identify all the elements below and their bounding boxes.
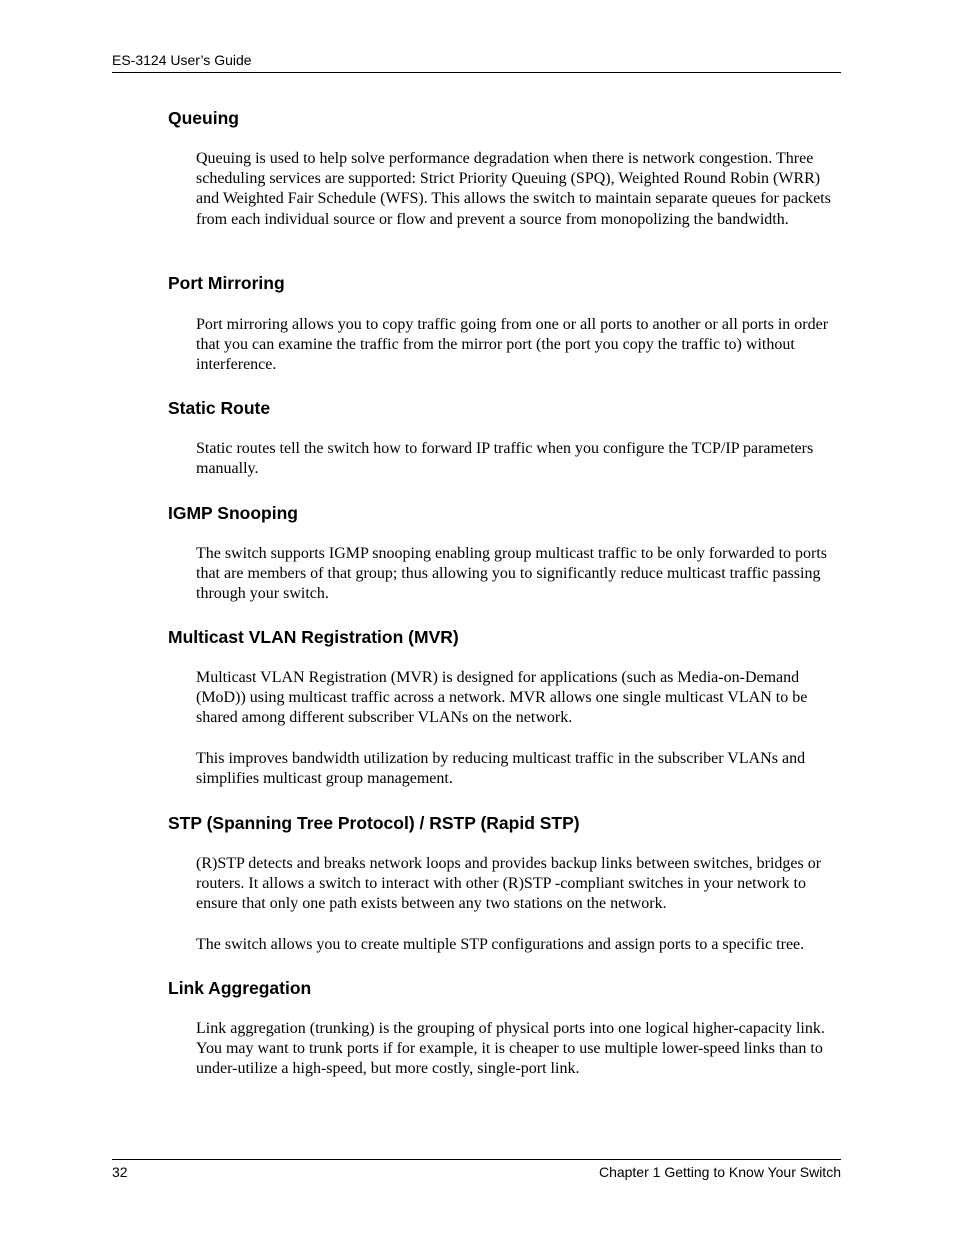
heading-static-route: Static Route [168,398,271,418]
paragraph-mvr-1: Multicast VLAN Registration (MVR) is designed for applications (such as Media-on-Demand (MoD)) using multicast traffic across a network. MVR allows one single multicast VLAN to be shared among different subscriber VLANs on the network. [196,669,808,727]
paragraph-stp-1: (R)STP detects and breaks network loops and provides backup links between switches, bridges or routers. It allows a switch to interact with other (R)STP -compliant switches in your network to ensure that only one path exists between any two stations on the network. [196,855,822,913]
paragraph-igmp-snooping: The switch supports IGMP snooping enabling group multicast traffic to be only forwarded to ports that are members of that group; thus allowing you to significantly reduce multicast traffic passing through your switch. [196,545,828,603]
heading-link-aggregation: Link Aggregation [168,978,312,998]
chapter-title: Chapter 1 Getting to Know Your Switch [598,1164,841,1180]
document-title: ES-3124 User’s Guide [112,52,252,68]
paragraph-port-mirroring: Port mirroring allows you to copy traffic going from one or all ports to another or all ports in order that you can examine the traffic from the mirror port (the port you copy the traffic to) without interference. [196,316,829,374]
paragraph-stp-2: The switch allows you to create multiple STP configurations and assign ports to a specific tree. [196,936,805,953]
heading-mvr: Multicast VLAN Registration (MVR) [168,627,459,647]
heading-igmp-snooping: IGMP Snooping [168,503,298,523]
heading-port-mirroring: Port Mirroring [168,273,285,293]
paragraph-queuing: Queuing is used to help solve performance degradation when there is network congestion. Three scheduling services are supported: Strict Priority Queuing (SPQ), Weighted Round Robin (WRR) and Weighted Fair Schedule (WFS). This allows the switch to maintain separate queues for packets from each individual source or flow and prevent a source from monopolizing the bandwidth. [196,150,831,228]
page-number: 32 [112,1164,128,1180]
heading-stp: STP (Spanning Tree Protocol) / RSTP (Rapid STP) [168,813,580,833]
paragraph-static-route: Static routes tell the switch how to forward IP traffic when you configure the TCP/IP parameters manually. [196,440,814,478]
page-header [112,51,841,73]
paragraph-link-aggregation: Link aggregation (trunking) is the grouping of physical ports into one logical higher-capacity link. You may want to trunk ports if for example, it is cheaper to use multiple lower-speed links than to under-utilize a high-speed, but more costly, single-port link. [196,1020,825,1078]
paragraph-mvr-2: This improves bandwidth utilization by reducing multicast traffic in the subscriber VLANs and simplifies multicast group management. [196,750,806,788]
page-footer [112,1159,841,1184]
heading-queuing: Queuing [168,108,239,128]
